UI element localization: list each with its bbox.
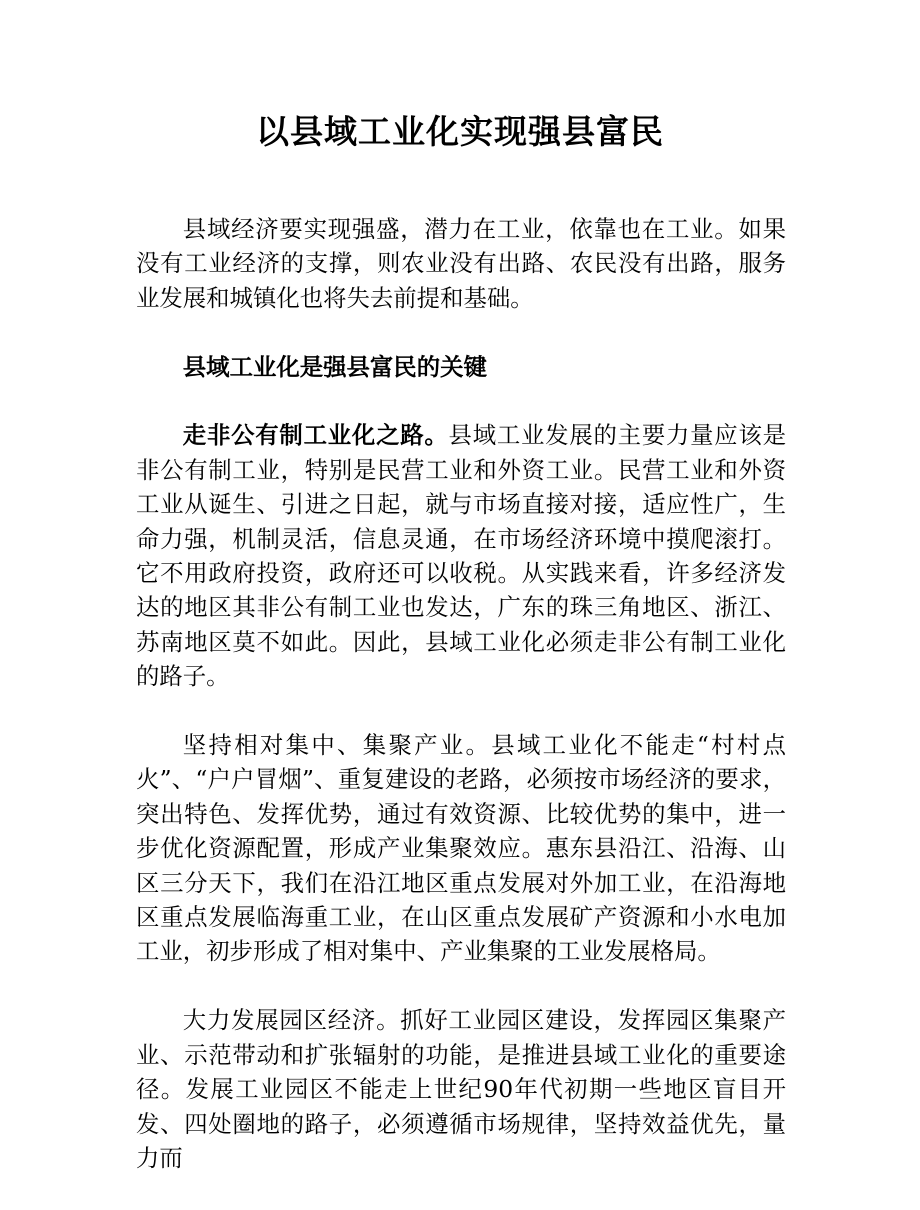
document-title: 以县域工业化实现强县富民 xyxy=(256,112,664,151)
intro-paragraph: 县域经济要实现强盛，潜力在工业，依靠也在工业。如果没有工业经济的支撑，则农业没有出路、农民没有出路，服务业发展和城镇化也将失去前提和基础。 xyxy=(136,215,786,312)
document-body xyxy=(136,212,786,1210)
paragraph-industrial-parks: 大力发展园区经济。抓好工业园区建设，发挥园区集聚产业、示范带动和扩张辐射的功能，是推进县域工业化的重要途径。发展工业园区不能走上世纪90年代初期一些地区盲目开发、四处圈地的路子，必须遵循市场规律，坚持效益优先，量力而 xyxy=(136,1006,786,1172)
paragraph-lead: 走非公有制工业化之路。 xyxy=(182,421,449,450)
paragraph-non-public-industrialization xyxy=(136,418,786,693)
section-heading: 县域工业化是强县富民的关键 xyxy=(182,352,487,381)
paragraph-industry-clustering: 坚持相对集中、集聚产业。县域工业化不能走“村村点火”、“户户冒烟”、重复建设的老路，必须按市场经济的要求，突出特色、发挥优势，通过有效资源、比较优势的集中，进一步优化资源配置，形成产业集聚效应。惠东县沿江、沿海、山区三分天下，我们在沿江地区重点发展对外加工业，在沿海地区重点发展临海重工业，在山区重点发展矿产资源和小水电加工业，初步形成了相对集中、产业集聚的工业发展格局。 xyxy=(136,731,786,966)
paragraph-body: 县域工业发展的主要力量应该是非公有制工业，特别是民营工业和外资工业。民营工业和外资工业从诞生、引进之日起，就与市场直接对接，适应性广，生命力强，机制灵活，信息灵通，在市场经济环境中摸爬滚打。它不用政府投资，政府还可以收税。从实践来看，许多经济发达的地区其非公有制工业也发达，广东的珠三角地区、浙江、苏南地区莫不如此。因此，县域工业化必须走非公有制工业化的路子。 xyxy=(136,421,787,691)
